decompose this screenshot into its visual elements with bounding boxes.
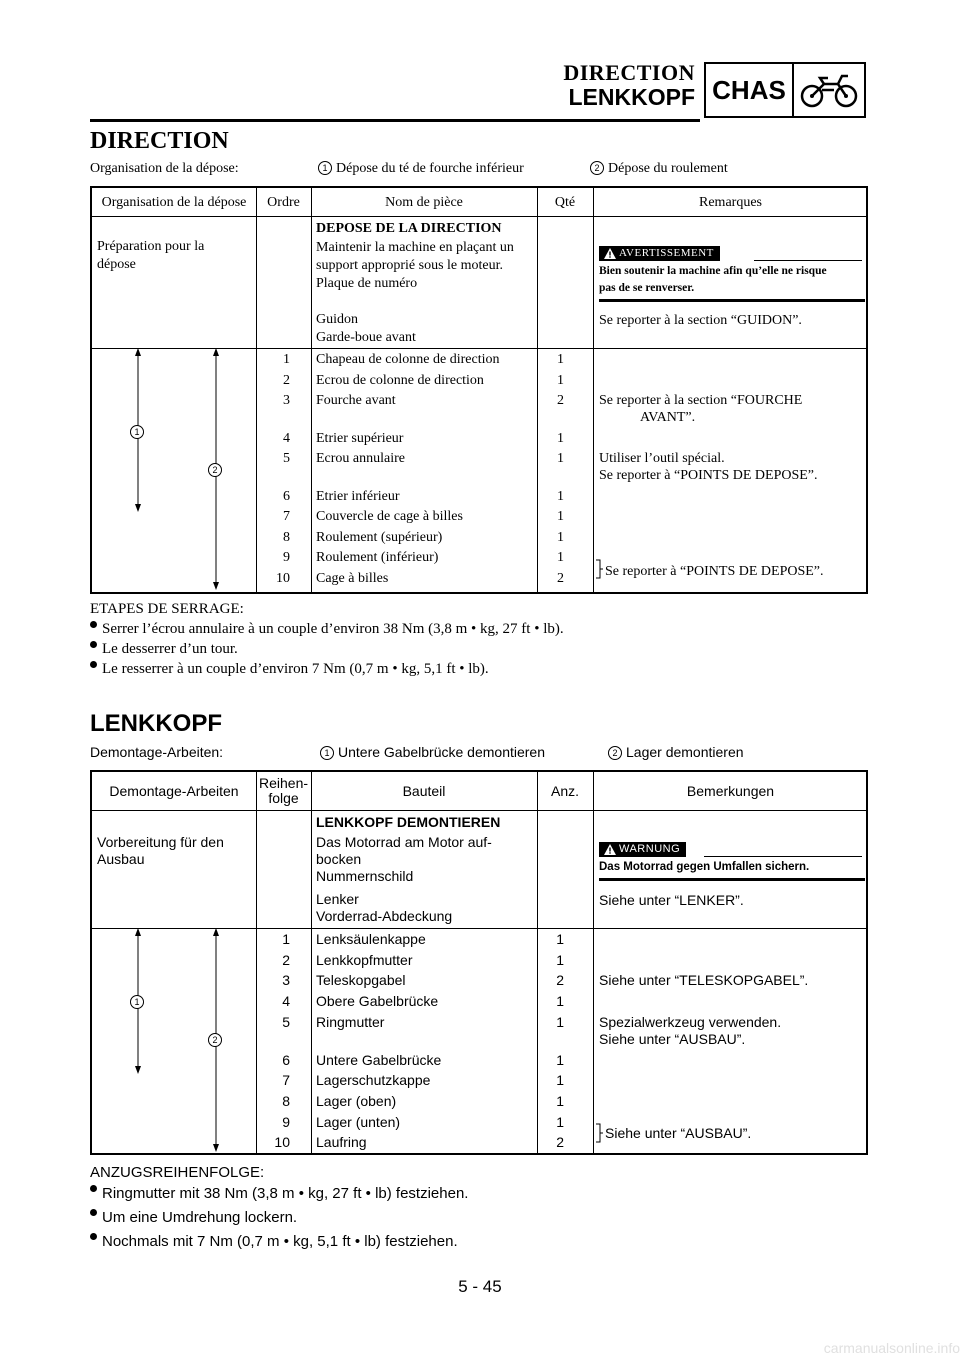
row-part: Fourche avant bbox=[316, 393, 396, 408]
row-part: Roulement (supérieur) bbox=[316, 529, 443, 545]
range-1-label: 1 bbox=[130, 995, 144, 1009]
bracket-remark: Se reporter à “POINTS DE DEPOSE”. bbox=[605, 564, 824, 579]
disassembly-table-de: Demontage-Arbeiten Reihen- folge Bauteil Anz. Bemerkungen LENKKOPF DEMONTIEREN Vorbereitung für den Ausbau Das Motorrad am Motor auf- bocken Nummernschild Lenker Vorderrad-Abdeckung WARNUNG Das Motorrad gegen Umfallen sichern. Siehe unter “LENKER”. 1 2 1 Lenksäulenkappe 1 2 Lenkkopfmutter 1 3 Teleskopgabel 2 Siehe unter “TELESKOPGABEL”. 4 Obere Gabelbrücke 1 5 Ringmutter 1 Spezialwerkzeug verwenden. Siehe unter “AUSBAU”. 6 Untere Gabelbrücke 1 7 Lagerschutzkappe 1 8 Lager (oben) 1 9 Lager (unten) 1 10 Laufring 2 Siehe unter “AUSBAU”. bbox=[90, 770, 868, 1155]
col-divider bbox=[593, 188, 594, 592]
col-header-part: Nom de pièce bbox=[385, 194, 463, 210]
header-title-fr: DIRECTION bbox=[563, 60, 695, 85]
bracket bbox=[595, 559, 603, 579]
prep-label: dépose bbox=[97, 257, 136, 272]
row-part: Lenksäulenkappe bbox=[316, 931, 426, 947]
row-part: Lagerschutzkappe bbox=[316, 1072, 431, 1089]
page-number: 5 - 45 bbox=[458, 1277, 502, 1296]
page-header-titles bbox=[563, 62, 695, 109]
row-part: Chapeau de colonne de direction bbox=[316, 352, 500, 367]
row-part: Etrier inférieur bbox=[316, 488, 400, 504]
row-remark: Siehe unter “AUSBAU”. bbox=[599, 1030, 746, 1047]
warning-box bbox=[599, 246, 865, 301]
row-part: Ecrou de colonne de direction bbox=[316, 372, 484, 388]
disassembly-table-fr: Organisation de la dépose Ordre Nom de pièce Qté Remarques DEPOSE DE LA DIRECTION Préparation pour la dépose Maintenir la machine en plaçant un support approprié sous le moteur. Plaque de numéro Guidon Garde-boue avant AVERTISSEMENT Bien soutenir la machine afin qu’elle ne risque pas de se renverser. Se reporter à la section “GUIDON”. 1 2 1 Chapeau de colonne de direction 1 2 Ecrou de colonne de direction 1 3 Fourche avant 2 Se reporter à la section “FOURCHE AVANT”. 4 Etrier supérieur 1 5 Ecrou annulaire 1 Utiliser l’outil spécial. Se reporter à “POINTS DE DEPOSE”. 6 Etrier inférieur 1 7 Couvercle de cage à billes 1 8 Roulement (supérieur) 1 9 Roulement (inférieur) 1 10 Cage à billes 2 Se reporter à “POINTS DE DEPOSE”. bbox=[90, 186, 868, 594]
circled-number-1: 1 bbox=[320, 746, 334, 760]
col-header-order: Reihen- folge bbox=[258, 775, 309, 806]
header-rule bbox=[92, 216, 866, 217]
row-part: Laufring bbox=[316, 1134, 367, 1151]
warning-text: pas de se renverser. bbox=[599, 282, 695, 294]
tightening-steps-de bbox=[90, 1164, 468, 1257]
prep-remark: Se reporter à la section “GUIDON”. bbox=[599, 313, 802, 328]
row-part: Roulement (inférieur) bbox=[316, 550, 439, 565]
prep-part: Lenker bbox=[316, 891, 359, 907]
org-line-de bbox=[90, 744, 870, 762]
step-range-arrows bbox=[92, 348, 256, 594]
row-remark: Siehe unter “TELESKOPGABEL”. bbox=[599, 972, 809, 989]
org-line-fr bbox=[90, 161, 870, 179]
row-part: Untere Gabelbrücke bbox=[316, 1051, 442, 1068]
range-2-label: 2 bbox=[208, 1033, 222, 1047]
row-remark: Spezialwerkzeug verwenden. bbox=[599, 1013, 782, 1030]
row-part: Lager (unten) bbox=[316, 1113, 401, 1130]
warning-text: Bien soutenir la machine afin qu’elle ne risque bbox=[599, 265, 827, 277]
row-part: Lager (oben) bbox=[316, 1092, 397, 1109]
header-title-de: LENKKOPF bbox=[568, 84, 695, 110]
circled-number-2: 2 bbox=[590, 161, 604, 175]
step-item: Nochmals mit 7 Nm (0,7 m • kg, 5,1 ft • lb) festziehen. bbox=[90, 1233, 468, 1257]
prep-part: Nummernschild bbox=[316, 868, 414, 884]
col-header-remarks: Remarques bbox=[699, 194, 762, 210]
section-title-fr: DIRECTION bbox=[90, 128, 229, 154]
row-part: Lenkkopfmutter bbox=[316, 951, 413, 968]
prep-label: Ausbau bbox=[97, 851, 145, 867]
col-header-qty: Qté bbox=[554, 194, 576, 210]
org-item-2-de: 2 Lager demontieren bbox=[608, 744, 744, 760]
step-item: Le desserrer d’un tour. bbox=[90, 641, 564, 661]
col-divider bbox=[537, 188, 538, 592]
row-part: Couvercle de cage à billes bbox=[316, 509, 463, 524]
org-item-1-de: 1 Untere Gabelbrücke demontieren bbox=[320, 744, 545, 760]
col-header-org: Demontage-Arbeiten bbox=[109, 782, 239, 799]
warning-box bbox=[599, 842, 865, 880]
prep-part: support approprié sous le moteur. bbox=[316, 258, 504, 273]
warning-triangle-icon bbox=[604, 248, 616, 259]
col-divider bbox=[311, 188, 312, 592]
prep-part: Plaque de numéro bbox=[316, 276, 418, 291]
steps-title: ANZUGSREIHENFOLGE: bbox=[90, 1164, 265, 1181]
row-part: Etrier supérieur bbox=[316, 430, 404, 446]
prep-part: Das Motorrad am Motor auf- bbox=[316, 834, 492, 850]
row-remark: Utiliser l’outil spécial. bbox=[599, 451, 725, 466]
row-part: Obere Gabelbrücke bbox=[316, 993, 439, 1010]
watermark: carmanualsonline.info bbox=[823, 1340, 960, 1356]
circled-number-2: 2 bbox=[608, 746, 622, 760]
prep-part: Garde-boue avant bbox=[316, 330, 416, 345]
warning-badge: AVERTISSEMENT bbox=[599, 246, 720, 261]
row-part: Ringmutter bbox=[316, 1013, 385, 1030]
col-header-org: Organisation de la dépose bbox=[101, 194, 247, 210]
step-item: Serrer l’écrou annulaire à un couple d’environ 38 Nm (3,8 m • kg, 27 ft • lb). bbox=[90, 621, 564, 641]
tightening-steps-fr bbox=[90, 601, 564, 681]
row-part: Ecrou annulaire bbox=[316, 451, 406, 466]
org-item-2-fr: 2 Dépose du roulement bbox=[590, 161, 728, 177]
prep-remark: Siehe unter “LENKER”. bbox=[599, 892, 744, 908]
warning-triangle-icon bbox=[604, 844, 616, 855]
row-part: Cage à billes bbox=[316, 570, 389, 586]
range-2-label: 2 bbox=[208, 463, 222, 477]
header-rule bbox=[90, 119, 700, 122]
prep-part: Vorderrad-Abdeckung bbox=[316, 908, 453, 924]
row-remark: Se reporter à “POINTS DE DEPOSE”. bbox=[599, 468, 818, 483]
org-label-de: Demontage-Arbeiten: bbox=[90, 744, 224, 760]
step-range-arrows bbox=[92, 928, 256, 1154]
prep-label: Préparation pour la bbox=[97, 239, 205, 254]
circled-number-1: 1 bbox=[318, 161, 332, 175]
col-header-remarks: Bemerkungen bbox=[686, 782, 775, 799]
prep-label: Vorbereitung für den bbox=[97, 834, 224, 850]
warning-badge: WARNUNG bbox=[599, 842, 686, 857]
warning-text: Das Motorrad gegen Umfallen sichern. bbox=[599, 861, 810, 873]
chapter-badge-label: CHAS bbox=[706, 64, 794, 116]
row-remark: Se reporter à la section “FOURCHE bbox=[599, 393, 803, 408]
bracket-remark: Siehe unter “AUSBAU”. bbox=[605, 1125, 752, 1141]
col-header-qty: Anz. bbox=[550, 782, 579, 799]
range-1-label: 1 bbox=[130, 425, 144, 439]
section-title-de: LENKKOPF bbox=[90, 710, 222, 737]
steps-title: ETAPES DE SERRAGE: bbox=[90, 601, 244, 617]
col-divider bbox=[256, 188, 257, 592]
motorcycle-icon bbox=[794, 64, 864, 116]
col-header-part: Bauteil bbox=[402, 782, 446, 799]
step-item: Le resserrer à un couple d’environ 7 Nm (0,7 m • kg, 5,1 ft • lb). bbox=[90, 661, 564, 681]
chapter-badge bbox=[704, 62, 866, 118]
step-item: Ringmutter mit 38 Nm (3,8 m • kg, 27 ft • lb) festziehen. bbox=[90, 1185, 468, 1209]
prep-title: LENKKOPF DEMONTIEREN bbox=[316, 814, 501, 830]
org-label-fr: Organisation de la dépose: bbox=[90, 161, 239, 176]
prep-part: Guidon bbox=[316, 312, 358, 327]
org-item-1-fr: 1 Dépose du té de fourche inférieur bbox=[318, 161, 524, 177]
prep-part: Maintenir la machine en plaçant un bbox=[316, 240, 514, 255]
bracket bbox=[595, 1123, 603, 1143]
prep-part: bocken bbox=[316, 851, 362, 867]
row-remark: AVANT”. bbox=[640, 410, 696, 425]
col-header-order: Ordre bbox=[267, 194, 300, 210]
row-part: Teleskopgabel bbox=[316, 972, 406, 989]
step-item: Um eine Umdrehung lockern. bbox=[90, 1209, 468, 1233]
prep-title: DEPOSE DE LA DIRECTION bbox=[316, 221, 502, 236]
